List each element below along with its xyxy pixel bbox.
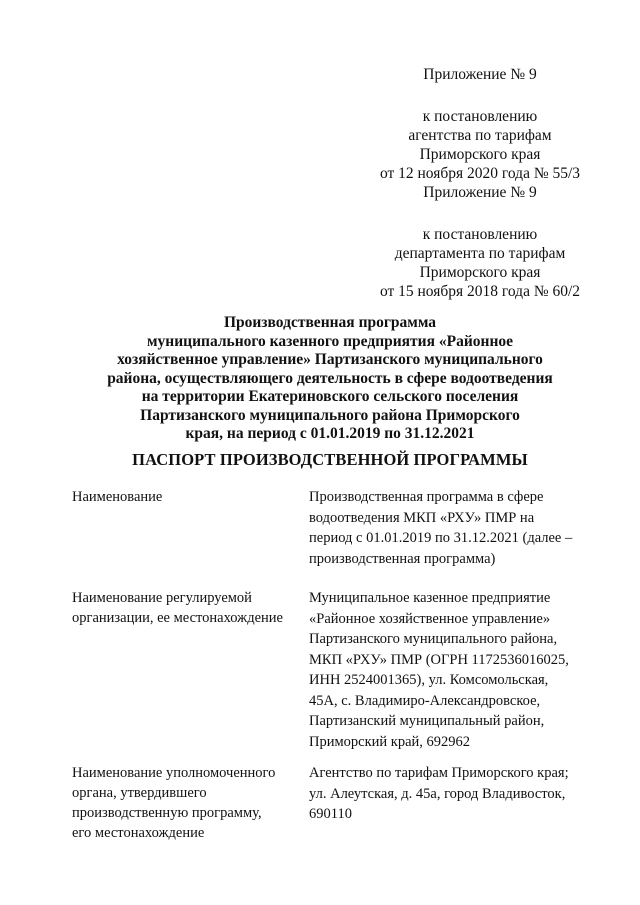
- appendix-line: от 15 ноября 2018 года № 60/2: [379, 283, 581, 300]
- value-line: период с 01.01.2019 по 31.12.2021 (далее –: [309, 530, 573, 546]
- value-line: производственная программа): [309, 550, 496, 567]
- passport-row-label: [72, 588, 302, 628]
- value-line: ул. Алеутская, д. 45а, город Владивосток,: [309, 785, 566, 802]
- value-line: Приморский край, 692962: [309, 733, 471, 750]
- value-line: Муниципальное казенное предприятие: [309, 590, 551, 606]
- program-title-line: района, осуществляющего деятельность в сфере водоотведения: [107, 369, 553, 387]
- appendix-block-2: [330, 183, 630, 301]
- label-line: организации, ее местонахождение: [72, 610, 283, 626]
- value-line: 45А, с. Владимиро-Александровское,: [309, 692, 541, 709]
- label-line: Наименование регулируемой: [72, 590, 252, 606]
- label-line: органа, утвердившего: [72, 785, 207, 801]
- value-line: Производственная программа в сфере: [309, 489, 544, 505]
- appendix-line: департамента по тарифам: [394, 245, 566, 262]
- label-line: его местонахождение: [72, 825, 205, 841]
- appendix-title: Приложение № 9: [423, 66, 537, 83]
- value-line: 690110: [309, 806, 352, 822]
- passport-row-value: [309, 763, 629, 825]
- passport-row-value: [309, 588, 629, 752]
- passport-row-value: [309, 487, 629, 569]
- value-line: МКП «РХУ» ПМР (ОГРН 1172536016025,: [309, 651, 569, 668]
- value-line: ИНН 2524001365), ул. Комсомольская,: [309, 672, 549, 688]
- appendix-title: Приложение № 9: [423, 184, 537, 201]
- appendix-line: к постановлению: [422, 226, 538, 243]
- value-line: «Районное хозяйственное управление»: [309, 610, 551, 627]
- program-title-line: хозяйственное управление» Партизанского муниципального: [117, 351, 543, 368]
- passport-row-label: [72, 763, 302, 843]
- label-line: Наименование уполномоченного: [72, 765, 276, 781]
- passport-row-label: [72, 487, 302, 507]
- appendix-line: Приморского края: [419, 146, 541, 163]
- appendix-line: Приморского края: [419, 264, 541, 281]
- program-title-line: муниципального казенного предприятия «Районное: [146, 332, 514, 350]
- value-line: Агентство по тарифам Приморского края;: [309, 765, 569, 781]
- appendix-block-1: [330, 65, 630, 183]
- label-line: производственную программу,: [72, 805, 262, 821]
- program-title-line: края, на период с 01.01.2019 по 31.12.2021: [185, 425, 475, 442]
- program-title-line: Производственная программа: [223, 314, 437, 331]
- label-line: Наименование: [72, 489, 163, 505]
- passport-heading: ПАСПОРТ ПРОИЗВОДСТВЕННОЙ ПРОГРАММЫ: [132, 450, 528, 469]
- program-title: [40, 314, 620, 444]
- appendix-line: агентства по тарифам: [408, 127, 552, 144]
- value-line: Партизанский муниципальный район,: [309, 713, 545, 729]
- program-title-line: на территории Екатериновского сельского поселения: [141, 388, 519, 405]
- value-line: Партизанского муниципального района,: [309, 631, 558, 647]
- value-line: водоотведения МКП «РХУ» ПМР на: [309, 509, 535, 526]
- program-title-line: Партизанского муниципального района Приморского: [140, 406, 520, 424]
- appendix-line: от 12 ноября 2020 года № 55/3: [379, 165, 581, 182]
- appendix-line: к постановлению: [422, 108, 538, 125]
